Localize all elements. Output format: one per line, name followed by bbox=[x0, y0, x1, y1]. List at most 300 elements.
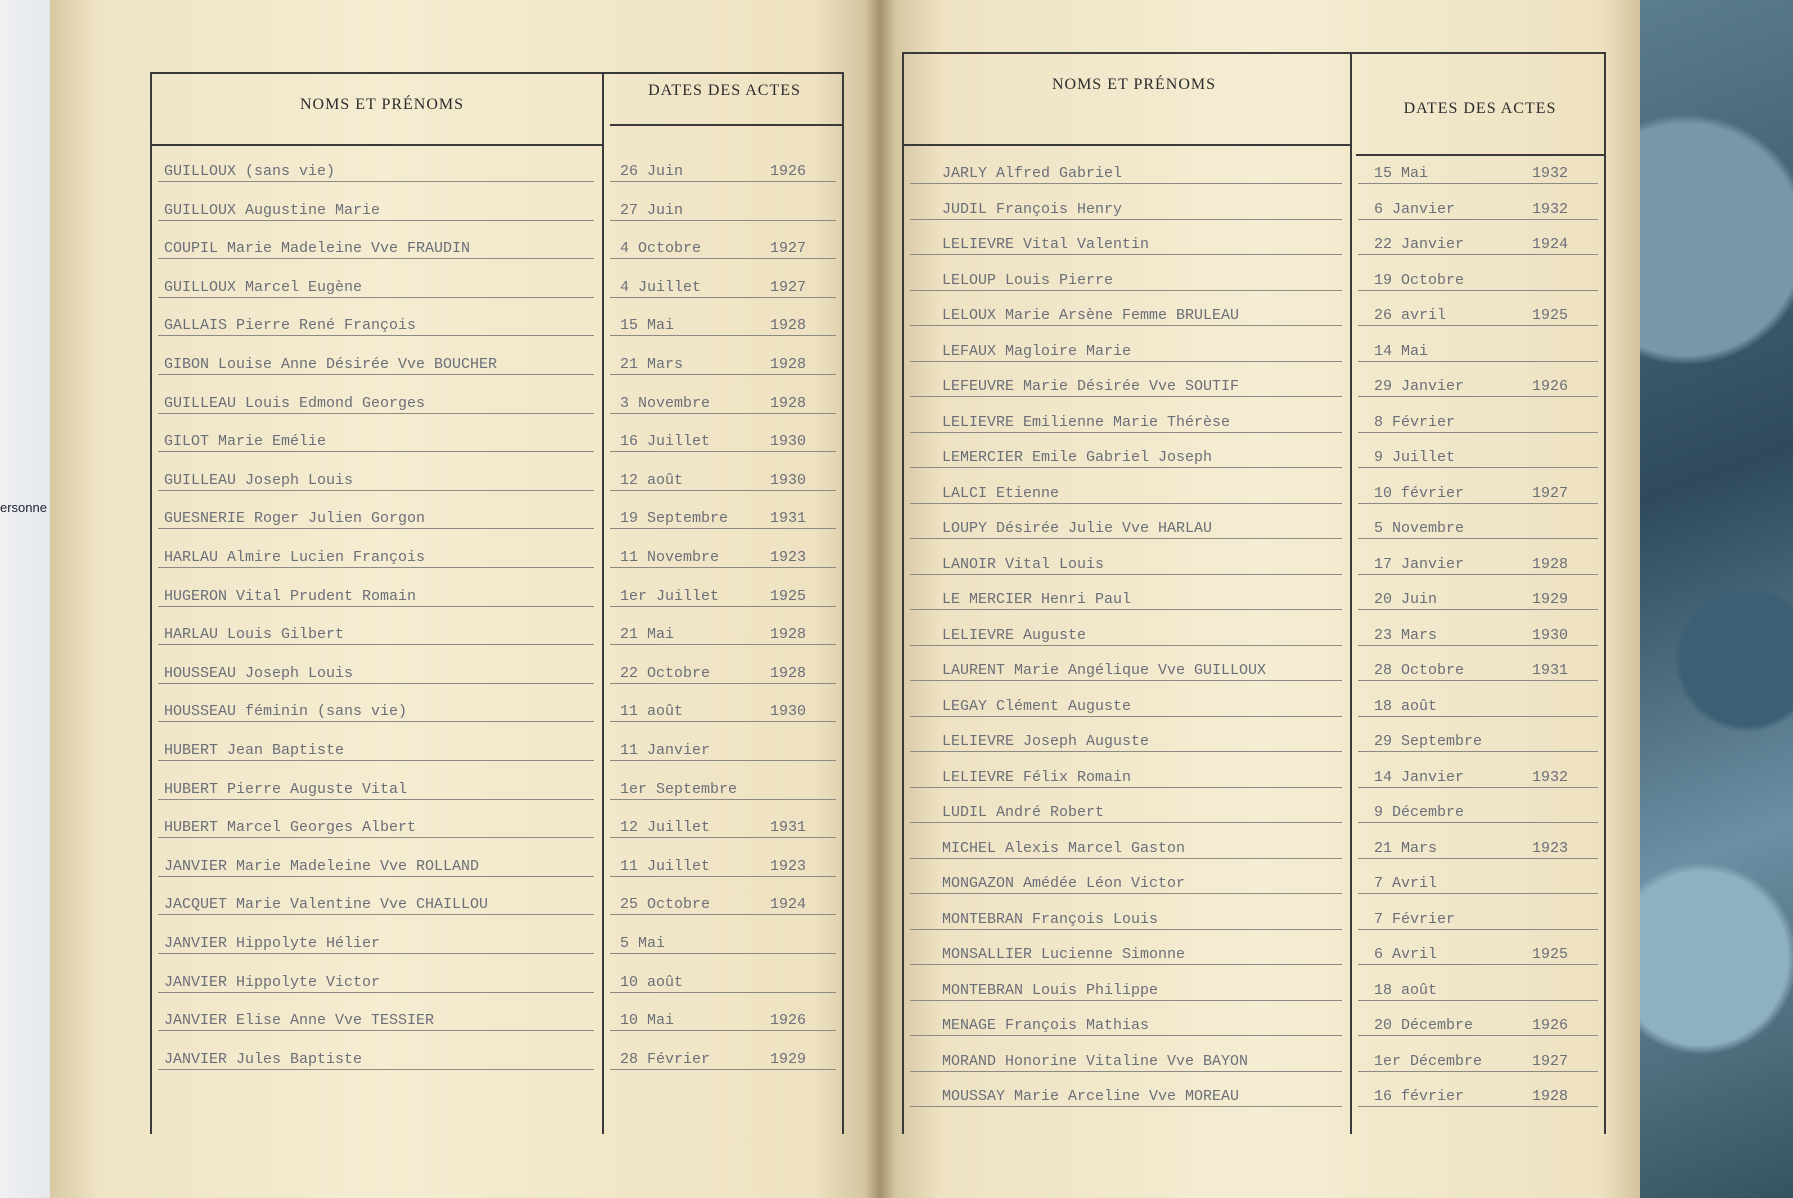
name-rule bbox=[910, 396, 1342, 397]
name-rule bbox=[910, 751, 1342, 752]
date-rule bbox=[610, 451, 836, 452]
date-rule bbox=[610, 953, 836, 954]
act-date: 12 août bbox=[620, 471, 684, 489]
date-rule bbox=[610, 1030, 836, 1031]
act-date: 15 Mai bbox=[620, 317, 675, 335]
date-rule bbox=[1358, 396, 1598, 397]
date-rule bbox=[1358, 787, 1598, 788]
act-date: 4 Octobre bbox=[620, 240, 702, 258]
person-name: HOUSSEAU Joseph Louis bbox=[164, 664, 354, 682]
name-rule bbox=[910, 1035, 1342, 1036]
act-year: 1928 bbox=[770, 356, 807, 373]
person-name: GUILLEAU Joseph Louis bbox=[164, 471, 354, 489]
act-date: 8 Février bbox=[1374, 413, 1456, 431]
name-rule bbox=[910, 1106, 1342, 1107]
act-year: 1926 bbox=[1532, 1017, 1569, 1034]
name-rule bbox=[910, 467, 1342, 468]
name-rule bbox=[910, 787, 1342, 788]
register-row bbox=[904, 655, 1604, 685]
register-row bbox=[152, 233, 842, 263]
name-rule bbox=[910, 183, 1342, 184]
date-rule bbox=[1358, 893, 1598, 894]
act-date: 18 août bbox=[1374, 981, 1438, 999]
date-rule bbox=[1358, 858, 1598, 859]
date-rule bbox=[610, 760, 836, 761]
act-year: 1926 bbox=[770, 163, 807, 180]
person-name: LAURENT Marie Angélique Vve GUILLOUX bbox=[942, 662, 1267, 679]
person-name: HUGERON Vital Prudent Romain bbox=[164, 587, 417, 605]
register-row bbox=[152, 696, 842, 726]
register-row bbox=[152, 735, 842, 765]
act-date: 14 Janvier bbox=[1374, 768, 1465, 786]
act-year: 1927 bbox=[1532, 484, 1569, 502]
name-rule bbox=[158, 992, 594, 993]
act-year: 1927 bbox=[1532, 1052, 1569, 1070]
act-date: 1er Décembre bbox=[1374, 1052, 1483, 1070]
person-name: HARLAU Almire Lucien François bbox=[164, 549, 426, 566]
act-year: 1928 bbox=[770, 626, 807, 644]
register-row bbox=[904, 904, 1604, 934]
act-date: 16 Juillet bbox=[620, 433, 711, 451]
date-rule bbox=[610, 721, 836, 722]
background-screen-text: ersonne bbox=[0, 500, 47, 515]
person-name: MONGAZON Amédée Léon Victor bbox=[942, 875, 1186, 892]
register-row bbox=[152, 774, 842, 804]
name-rule bbox=[910, 822, 1342, 823]
person-name: GUILLOUX Marcel Eugène bbox=[164, 278, 363, 296]
name-rule bbox=[158, 528, 594, 529]
person-name: MONSALLIER Lucienne Simonne bbox=[942, 946, 1186, 963]
register-row bbox=[152, 1005, 842, 1035]
act-date: 18 août bbox=[1374, 697, 1438, 715]
date-rule bbox=[610, 528, 836, 529]
name-rule bbox=[910, 858, 1342, 859]
act-date: 27 Juin bbox=[620, 201, 684, 219]
register-row bbox=[904, 229, 1604, 259]
name-rule bbox=[158, 683, 594, 684]
person-name: JANVIER Hippolyte Hélier bbox=[164, 935, 381, 952]
act-date: 29 Janvier bbox=[1374, 378, 1465, 395]
register-row bbox=[904, 1010, 1604, 1040]
register-row bbox=[152, 349, 842, 379]
register-row bbox=[904, 1046, 1604, 1076]
name-rule bbox=[910, 361, 1342, 362]
act-date: 17 Janvier bbox=[1374, 555, 1465, 573]
person-name: HUBERT Marcel Georges Albert bbox=[164, 819, 417, 837]
act-date: 26 Juin bbox=[620, 163, 684, 180]
date-rule bbox=[1358, 503, 1598, 504]
act-year: 1931 bbox=[770, 819, 807, 837]
person-name: LE MERCIER Henri Paul bbox=[942, 591, 1132, 608]
register-row bbox=[152, 851, 842, 881]
name-rule bbox=[910, 609, 1342, 610]
header-rule bbox=[1356, 154, 1604, 156]
register-row bbox=[904, 407, 1604, 437]
act-date: 11 août bbox=[620, 703, 684, 721]
register-row bbox=[152, 465, 842, 495]
date-rule bbox=[1358, 929, 1598, 930]
register-row bbox=[904, 975, 1604, 1005]
act-date: 11 Novembre bbox=[620, 549, 720, 566]
date-rule bbox=[610, 220, 836, 221]
person-name: GILOT Marie Emélie bbox=[164, 433, 327, 451]
person-name: GUILLOUX (sans vie) bbox=[164, 163, 336, 180]
person-name: HARLAU Louis Gilbert bbox=[164, 626, 345, 644]
person-name: MENAGE François Mathias bbox=[942, 1017, 1150, 1034]
person-name: JARLY Alfred Gabriel bbox=[942, 165, 1123, 182]
name-rule bbox=[158, 953, 594, 954]
act-year: 1928 bbox=[770, 664, 807, 682]
act-date: 14 Mai bbox=[1374, 342, 1429, 360]
date-rule bbox=[1358, 361, 1598, 362]
name-rule bbox=[910, 290, 1342, 291]
date-rule bbox=[610, 567, 836, 568]
marbled-cover bbox=[1640, 0, 1793, 1198]
act-date: 20 Juin bbox=[1374, 591, 1438, 608]
act-date: 25 Octobre bbox=[620, 896, 711, 914]
name-rule bbox=[158, 644, 594, 645]
act-year: 1926 bbox=[1532, 378, 1569, 395]
name-rule bbox=[158, 606, 594, 607]
date-rule bbox=[1358, 1071, 1598, 1072]
act-date: 28 Octobre bbox=[1374, 662, 1465, 679]
date-rule bbox=[1358, 467, 1598, 468]
act-date: 22 Octobre bbox=[620, 664, 711, 682]
book-gutter bbox=[865, 0, 895, 1198]
person-name: LEGAY Clément Auguste bbox=[942, 697, 1132, 715]
name-rule bbox=[158, 451, 594, 452]
act-date: 6 Janvier bbox=[1374, 200, 1456, 218]
person-name: JACQUET Marie Valentine Vve CHAILLOU bbox=[164, 896, 489, 914]
act-date: 21 Mai bbox=[620, 626, 675, 644]
person-name: JUDIL François Henry bbox=[942, 200, 1123, 218]
date-rule bbox=[1358, 645, 1598, 646]
person-name: JANVIER Elise Anne Vve TESSIER bbox=[164, 1012, 435, 1030]
person-name: LANOIR Vital Louis bbox=[942, 555, 1105, 573]
name-rule bbox=[910, 893, 1342, 894]
act-year: 1932 bbox=[1532, 165, 1569, 182]
date-rule bbox=[1358, 219, 1598, 220]
register-row bbox=[904, 620, 1604, 650]
date-rule bbox=[1358, 183, 1598, 184]
person-name: GUILLOUX Augustine Marie bbox=[164, 201, 381, 219]
date-rule bbox=[1358, 290, 1598, 291]
act-date: 22 Janvier bbox=[1374, 236, 1465, 253]
date-rule bbox=[1358, 680, 1598, 681]
person-name: JANVIER Hippolyte Victor bbox=[164, 973, 381, 991]
register-row bbox=[904, 691, 1604, 721]
act-year: 1923 bbox=[770, 549, 807, 566]
name-rule bbox=[910, 680, 1342, 681]
date-rule bbox=[1358, 432, 1598, 433]
act-year: 1925 bbox=[1532, 946, 1569, 963]
act-year: 1928 bbox=[770, 317, 807, 335]
date-rule bbox=[1358, 574, 1598, 575]
name-rule bbox=[910, 716, 1342, 717]
person-name: LEFEUVRE Marie Désirée Vve SOUTIF bbox=[942, 378, 1240, 395]
act-date: 5 Novembre bbox=[1374, 520, 1465, 537]
person-name: JANVIER Jules Baptiste bbox=[164, 1050, 363, 1068]
act-year: 1925 bbox=[1532, 307, 1569, 324]
names-column-header: NOMS ET PRÉNOMS bbox=[1051, 76, 1217, 93]
register-row bbox=[152, 310, 842, 340]
register-row bbox=[904, 158, 1604, 188]
person-name: MICHEL Alexis Marcel Gaston bbox=[942, 839, 1186, 857]
name-rule bbox=[910, 503, 1342, 504]
right-register-table bbox=[902, 52, 1606, 1134]
act-date: 11 Janvier bbox=[620, 742, 711, 759]
act-date: 9 Juillet bbox=[1374, 449, 1456, 466]
person-name: MONTEBRAN Louis Philippe bbox=[942, 981, 1159, 999]
register-row bbox=[904, 833, 1604, 863]
name-rule bbox=[158, 258, 594, 259]
person-name: MORAND Honorine Vitaline Vve BAYON bbox=[942, 1052, 1249, 1070]
header-rule bbox=[152, 144, 602, 146]
act-date: 28 Février bbox=[620, 1050, 711, 1068]
register-row bbox=[152, 967, 842, 997]
name-rule bbox=[910, 574, 1342, 575]
act-year: 1925 bbox=[770, 587, 807, 605]
act-date: 16 février bbox=[1374, 1088, 1465, 1105]
register-row bbox=[152, 581, 842, 611]
person-name: HUBERT Jean Baptiste bbox=[164, 742, 345, 759]
act-year: 1929 bbox=[770, 1050, 807, 1068]
header-rule bbox=[904, 144, 1350, 146]
register-row bbox=[152, 272, 842, 302]
date-rule bbox=[1358, 751, 1598, 752]
person-name: LELIEVRE Félix Romain bbox=[942, 768, 1132, 786]
register-row bbox=[152, 156, 842, 186]
date-rule bbox=[1358, 1106, 1598, 1107]
act-year: 1924 bbox=[770, 896, 807, 914]
act-year: 1931 bbox=[1532, 662, 1569, 679]
date-rule bbox=[610, 799, 836, 800]
register-row bbox=[904, 726, 1604, 756]
act-year: 1930 bbox=[770, 433, 807, 451]
register-row bbox=[904, 194, 1604, 224]
register-row bbox=[904, 1081, 1604, 1111]
act-date: 29 Septembre bbox=[1374, 733, 1483, 750]
register-row bbox=[904, 868, 1604, 898]
name-rule bbox=[910, 254, 1342, 255]
date-rule bbox=[1358, 609, 1598, 610]
date-rule bbox=[1358, 964, 1598, 965]
date-rule bbox=[1358, 822, 1598, 823]
date-rule bbox=[610, 837, 836, 838]
date-rule bbox=[1358, 1035, 1598, 1036]
act-year: 1926 bbox=[770, 1012, 807, 1030]
act-date: 19 Octobre bbox=[1374, 271, 1465, 289]
person-name: LELOUX Marie Arsène Femme BRULEAU bbox=[942, 307, 1240, 324]
act-year: 1927 bbox=[770, 278, 807, 296]
name-rule bbox=[910, 1000, 1342, 1001]
date-rule bbox=[610, 413, 836, 414]
act-date: 10 août bbox=[620, 973, 684, 991]
name-rule bbox=[158, 374, 594, 375]
names-column-header: NOMS ET PRÉNOMS bbox=[299, 96, 465, 113]
person-name: GUILLEAU Louis Edmond Georges bbox=[164, 394, 426, 412]
act-date: 5 Mai bbox=[620, 935, 666, 952]
name-rule bbox=[158, 914, 594, 915]
register-row bbox=[904, 762, 1604, 792]
person-name: LELOUP Louis Pierre bbox=[942, 271, 1114, 289]
name-rule bbox=[910, 538, 1342, 539]
act-date: 12 Juillet bbox=[620, 819, 711, 837]
name-rule bbox=[158, 335, 594, 336]
register-row bbox=[904, 300, 1604, 330]
register-row bbox=[152, 426, 842, 456]
act-date: 23 Mars bbox=[1374, 626, 1438, 644]
register-row bbox=[904, 513, 1604, 543]
date-rule bbox=[610, 490, 836, 491]
name-rule bbox=[910, 219, 1342, 220]
act-year: 1927 bbox=[770, 240, 807, 258]
act-date: 3 Novembre bbox=[620, 394, 711, 412]
person-name: LALCI Etienne bbox=[942, 484, 1060, 502]
register-row bbox=[904, 336, 1604, 366]
date-rule bbox=[610, 374, 836, 375]
dates-column-header: DATES DES ACTES bbox=[648, 82, 801, 99]
register-row bbox=[152, 812, 842, 842]
person-name: JANVIER Marie Madeleine Vve ROLLAND bbox=[164, 857, 480, 875]
act-date: 9 Décembre bbox=[1374, 804, 1465, 821]
name-rule bbox=[158, 413, 594, 414]
date-rule bbox=[610, 258, 836, 259]
act-year: 1928 bbox=[1532, 1088, 1569, 1105]
act-year: 1929 bbox=[1532, 591, 1569, 608]
name-rule bbox=[910, 964, 1342, 965]
act-date: 19 Septembre bbox=[620, 510, 729, 528]
act-date: 7 Février bbox=[1374, 910, 1456, 928]
person-name: LELIEVRE Auguste bbox=[942, 626, 1087, 644]
act-year: 1931 bbox=[770, 510, 807, 528]
person-name: MOUSSAY Marie Arceline Vve MOREAU bbox=[942, 1088, 1240, 1105]
act-date: 1er Juillet bbox=[620, 587, 720, 605]
register-row bbox=[904, 442, 1604, 472]
person-name: LELIEVRE Vital Valentin bbox=[942, 236, 1150, 253]
register-row bbox=[152, 195, 842, 225]
act-date: 6 Avril bbox=[1374, 946, 1438, 963]
name-rule bbox=[910, 1071, 1342, 1072]
date-rule bbox=[610, 876, 836, 877]
date-rule bbox=[610, 335, 836, 336]
register-row bbox=[152, 928, 842, 958]
name-rule bbox=[158, 220, 594, 221]
register-row bbox=[904, 478, 1604, 508]
date-rule bbox=[1358, 1000, 1598, 1001]
name-rule bbox=[158, 837, 594, 838]
act-date: 26 avril bbox=[1374, 307, 1447, 324]
date-rule bbox=[1358, 254, 1598, 255]
act-year: 1923 bbox=[1532, 839, 1569, 857]
act-date: 7 Avril bbox=[1374, 875, 1438, 892]
name-rule bbox=[158, 490, 594, 491]
act-year: 1930 bbox=[770, 471, 807, 489]
act-date: 10 février bbox=[1374, 484, 1465, 502]
left-register-table bbox=[150, 72, 844, 1134]
act-date: 1er Septembre bbox=[620, 780, 738, 798]
name-rule bbox=[158, 1030, 594, 1031]
date-rule bbox=[610, 914, 836, 915]
register-row bbox=[904, 939, 1604, 969]
name-rule bbox=[910, 929, 1342, 930]
person-name: COUPIL Marie Madeleine Vve FRAUDIN bbox=[164, 240, 471, 258]
date-rule bbox=[610, 606, 836, 607]
act-year: 1930 bbox=[770, 703, 807, 721]
person-name: GALLAIS Pierre René François bbox=[164, 317, 417, 335]
date-rule bbox=[1358, 538, 1598, 539]
date-rule bbox=[610, 644, 836, 645]
name-rule bbox=[158, 760, 594, 761]
person-name: LEFAUX Magloire Marie bbox=[942, 342, 1132, 360]
person-name: LEMERCIER Emile Gabriel Joseph bbox=[942, 449, 1213, 466]
register-row bbox=[904, 584, 1604, 614]
person-name: LUDIL André Robert bbox=[942, 804, 1105, 821]
register-row bbox=[904, 797, 1604, 827]
act-date: 20 Décembre bbox=[1374, 1017, 1474, 1034]
name-rule bbox=[158, 297, 594, 298]
act-year: 1932 bbox=[1532, 200, 1569, 218]
date-rule bbox=[610, 683, 836, 684]
person-name: LOUPY Désirée Julie Vve HARLAU bbox=[942, 520, 1213, 537]
register-row bbox=[904, 549, 1604, 579]
date-rule bbox=[610, 1069, 836, 1070]
register-row bbox=[904, 371, 1604, 401]
person-name: HUBERT Pierre Auguste Vital bbox=[164, 780, 408, 798]
act-year: 1923 bbox=[770, 857, 807, 875]
register-row bbox=[152, 658, 842, 688]
person-name: MONTEBRAN François Louis bbox=[942, 910, 1159, 928]
register-row bbox=[152, 1044, 842, 1074]
header-rule bbox=[610, 124, 842, 126]
name-rule bbox=[158, 567, 594, 568]
name-rule bbox=[158, 721, 594, 722]
act-date: 15 Mai bbox=[1374, 165, 1429, 182]
act-date: 4 Juillet bbox=[620, 278, 702, 296]
date-rule bbox=[610, 992, 836, 993]
date-rule bbox=[1358, 325, 1598, 326]
name-rule bbox=[910, 325, 1342, 326]
act-year: 1928 bbox=[770, 394, 807, 412]
register-row bbox=[152, 619, 842, 649]
person-name: HOUSSEAU féminin (sans vie) bbox=[164, 703, 408, 721]
name-rule bbox=[158, 799, 594, 800]
dates-column-header: DATES DES ACTES bbox=[1403, 100, 1557, 117]
name-rule bbox=[158, 876, 594, 877]
act-year: 1924 bbox=[1532, 236, 1569, 253]
name-rule bbox=[910, 432, 1342, 433]
act-date: 11 Juillet bbox=[620, 857, 711, 875]
name-rule bbox=[158, 181, 594, 182]
person-name: LELIEVRE Emilienne Marie Thérèse bbox=[942, 413, 1231, 431]
register-row bbox=[152, 542, 842, 572]
name-rule bbox=[910, 645, 1342, 646]
act-date: 10 Mai bbox=[620, 1012, 675, 1030]
date-rule bbox=[610, 297, 836, 298]
date-rule bbox=[610, 181, 836, 182]
person-name: GUESNERIE Roger Julien Gorgon bbox=[164, 510, 426, 528]
name-rule bbox=[158, 1069, 594, 1070]
register-row bbox=[904, 265, 1604, 295]
act-year: 1930 bbox=[1532, 626, 1569, 644]
register-row bbox=[152, 388, 842, 418]
register-row bbox=[152, 889, 842, 919]
act-date: 21 Mars bbox=[620, 356, 684, 373]
person-name: GIBON Louise Anne Désirée Vve BOUCHER bbox=[164, 356, 498, 373]
act-date: 21 Mars bbox=[1374, 839, 1438, 857]
act-year: 1928 bbox=[1532, 555, 1569, 573]
register-row bbox=[152, 503, 842, 533]
